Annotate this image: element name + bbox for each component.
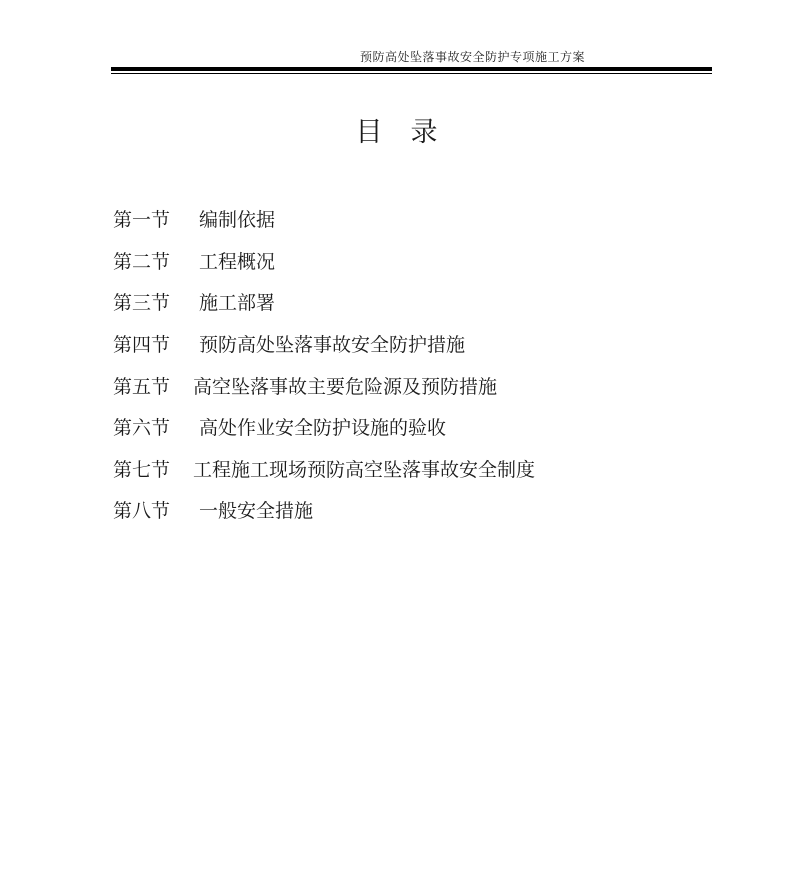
toc-item-2[interactable] — [113, 240, 535, 282]
toc-item-text: 施工部署 — [199, 292, 276, 315]
toc-title: 目录 — [355, 117, 466, 148]
header-rule — [111, 67, 712, 71]
toc-item-1[interactable] — [113, 198, 535, 240]
toc-item-text: 高处作业安全防护设施的验收 — [199, 417, 447, 440]
toc-list — [113, 198, 535, 531]
toc-item-text: 工程概况 — [199, 250, 276, 273]
toc-item-5[interactable] — [113, 364, 535, 406]
toc-item-number: 第一节 — [113, 209, 171, 232]
header-rule-thin — [111, 73, 712, 74]
toc-item-8[interactable] — [113, 489, 535, 531]
toc-item-text: 编制依据 — [199, 209, 276, 232]
toc-item-number: 第四节 — [113, 334, 171, 357]
toc-item-7[interactable] — [113, 448, 535, 490]
toc-item-number: 第六节 — [113, 417, 171, 440]
running-header-title: 预防高处坠落事故安全防护专项施工方案 — [360, 50, 586, 64]
toc-item-text: 预防高处坠落事故安全防护措施 — [199, 334, 466, 357]
toc-item-number: 第七节 — [113, 458, 171, 481]
toc-item-number: 第三节 — [113, 292, 171, 315]
toc-item-number: 第五节 — [113, 375, 171, 398]
toc-item-number: 第二节 — [113, 250, 171, 273]
toc-item-6[interactable] — [113, 406, 535, 448]
toc-item-text: 高空坠落事故主要危险源及预防措施 — [193, 375, 498, 398]
toc-item-text: 工程施工现场预防高空坠落事故安全制度 — [193, 458, 536, 481]
toc-item-number: 第八节 — [113, 500, 171, 523]
toc-item-text: 一般安全措施 — [199, 500, 314, 523]
toc-item-4[interactable] — [113, 323, 535, 365]
toc-item-3[interactable] — [113, 281, 535, 323]
